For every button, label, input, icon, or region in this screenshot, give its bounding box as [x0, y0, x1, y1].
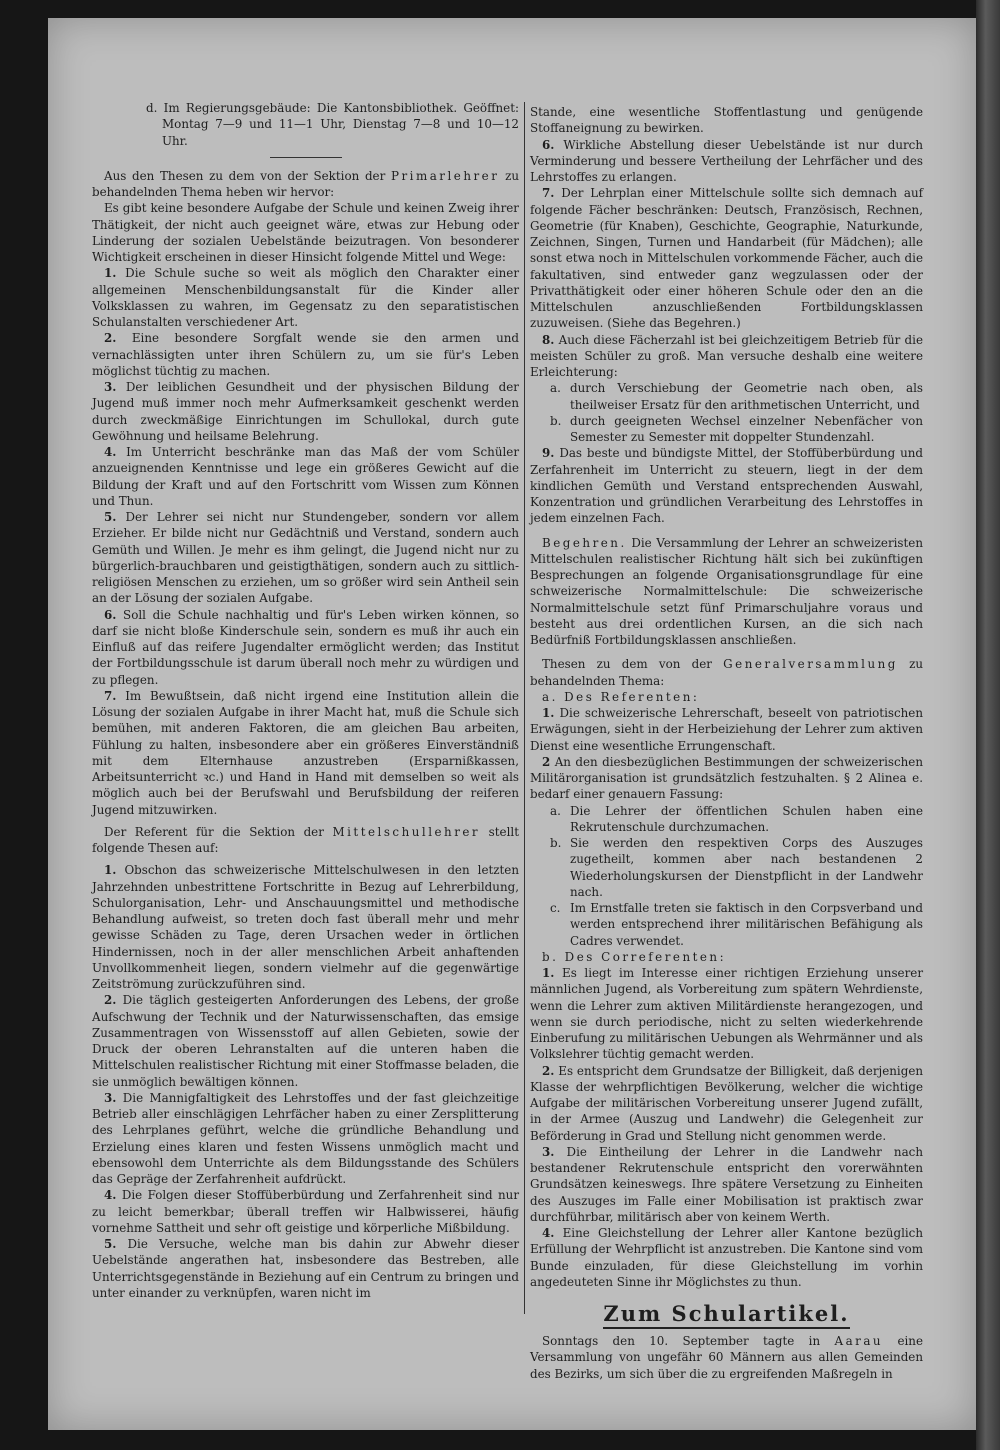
begehren-paragraph: Begehren. Die Versammlung der Lehrer an schweizeristen Mittelschulen realistischer Richtung hält sich bei zukünftigen Besprechungen an folgende Organisationsgrundlage für eine schweizerische Normalmittelschule: Die schweizerische Normalmittelschule setzt fünf Primarschuljahre voraus und besteht aus drei ordentlichen Kursen, an die sich nach Bedürfniß Fortbildungsklassen anschließen. — [530, 535, 924, 647]
primar-thesis: 2. Eine besondere Sorgfalt wende sie den armen und vernachlässigten unter ihren Schülern zu, um sie für's Leben möglichst tüchtig zu machen. — [92, 331, 519, 378]
general-assembly-intro: Thesen zu dem von der Generalversammlung zu behandelnden Thema: — [530, 657, 923, 688]
mittel-thesis: 5. Die Versuche, welche man bis dahin zur Abwehr dieser Uebelstände angerathen hat, insbesondere das Bestreben, alle Unterrichtsgegenstände in Beziehung auf ein Centrum zu bringen und unter einander zu verknüpfen, waren nicht im — [92, 1237, 520, 1300]
primar-thesis: 4. Im Unterricht beschränke man das Maß der vom Schüler anzueignenden Kenntnisse und lege ein größeres Gewicht auf die Bildung der Kraft und auf den Fortschritt vom Wissen zum Können und Thun. — [92, 445, 520, 508]
mittel-thesis: 6. Wirkliche Abstellung dieser Uebelstände ist nur durch Verminderung und bessere Vertheilung der Lehrfächer und des Lehrstoffes zu erlangen. — [530, 137, 924, 184]
primar-theses-list — [92, 265, 519, 818]
correferent-theses-list — [530, 965, 923, 1290]
referent-thesis: 1. Die schweizerische Lehrerschaft, beseelt von patriotischen Erwägungen, sieht in der Herbeiziehung der Lehrer zum aktiven Dienst eine wesentliche Errungenschaft. — [530, 706, 924, 753]
correferent-thesis: 4. Eine Gleichstellung der Lehrer aller Kantone bezüglich Erfüllung der Wehrpflicht ist anzustreben. Die Kantone sind vom Bunde einzuladen, für diese Gleichstellung im vorhin angedeuteten Sinne ihr Möglichstes zu thun. — [530, 1226, 923, 1289]
primar-lead-paragraph: Es gibt keine besondere Aufgabe der Schule und keinen Zweig ihrer Thätigkeit, der nicht auch geeignet wäre, etwas zur Hebung oder Linderung der sozialen Uebelstände beizutragen. Von besonderer Wichtigkeit erscheinen in dieser Hinsicht folgende Mittel und Wege: — [92, 201, 519, 264]
adjacent-page-edge — [976, 0, 1000, 1450]
generalversammlung-term: Generalversammlung — [723, 657, 898, 672]
mittel-thesis: 4. Die Folgen dieser Stoffüberbürdung und Zerfahrenheit sind nur zu leicht bemerkbar; überall treffen wir Halbwisserei, häufig vornehme Sattheit und sehr oft geistige und körperliche Mißbildung. — [92, 1188, 519, 1235]
referent-thesis: 2 An den diesbezüglichen Bestimmungen der schweizerischen Militärorganisation ist grundsätzlich festzuhalten. § 2 Alinea e. bedarf einer genauern Fassung: — [530, 754, 924, 802]
aarau-term: Aarau — [834, 1334, 884, 1348]
referent-subitem: a. Die Lehrer der öffentlichen Schulen haben eine Rekrutenschule durchzumachen. — [550, 803, 923, 834]
right-column — [530, 104, 923, 1382]
referent-theses-list — [530, 705, 923, 803]
mittelschullehrer-term: Mittelschullehrer — [332, 824, 481, 839]
referent-subitem: c. Im Ernstfalle treten sie faktisch in den Corpsverband und werden entsprechend ihrer militärischen Befähigung als Cadres verwendet. — [550, 901, 923, 948]
point8-subitem: b. durch geeigneten Wechsel einzelner Nebenfächer von Semester zu Semester mit doppelter Stundenzahl. — [550, 413, 923, 444]
point8-subitem: a. durch Verschiebung der Geometrie nach oben, als theilweiser Ersatz für den arithmetischen Unterricht, und — [550, 381, 923, 412]
left-column — [92, 100, 519, 1301]
correferent-thesis: 2. Es entspricht dem Grundsatze der Billigkeit, daß derjenigen Klasse der wehrpflichtigen Bevölkerung, welcher die wichtige Aufgabe der militärischen Vorbereitung unserer Jugend zufällt, in der Armee (Auszug und Landwehr) die Gelegenheit zur Beförderung in Grad und Stellung nicht genommen werde. — [530, 1063, 924, 1143]
primar-thesis: 1. Die Schule suche so weit als möglich den Charakter einer allgemeinen Menschenbildungsanstalt für die Kinder aller Volksklassen zu wahren, im Gegensatz zu den separatistischen Schulanstalten verschiedener Art. — [92, 266, 519, 329]
headline-zum-schulartikel: Zum Schulartikel. — [530, 1302, 923, 1329]
mittel-theses-list — [92, 862, 519, 1301]
column-divider — [524, 102, 525, 1314]
thesis-9: 9. Das beste und bündigste Mittel, der Stoffüberbürdung und Zerfahrenheit im Unterricht zu steuern, liegt in der dem kindlichen Gemüth und Verstand entsprechenden Auswahl, Konzentration und gründlichen Verarbeitung des Lehrstoffes in jedem einzelnen Fach. — [530, 446, 923, 526]
mittel-thesis: 1. Obschon das schweizerische Mittelschulwesen in den letzten Jahrzehnden unbestrittene Fortschritte in Bezug auf Lehrerbildung, Schulorganisation, Lehr- und Anschauungsmittel und methodische Behandlung aufweist, so treten doch fast überall mehr und mehr gewisse Schäden zu Tage, deren Ursachen weder in örtlichen Hindernissen, noch in der aller menschlichen Arbeit anhaftenden Unvollkommenheit liegen, sondern vielmehr auf die gegenwärtige Zeitströmung zurückzuführen sind. — [92, 863, 519, 991]
mittel-thesis: 2. Die täglich gesteigerten Anforderungen des Lebens, der große Aufschwung der Technik und der Naturwissenschaften, das emsige Zusammentragen von Wissensstoff auf allen Gebieten, sowie der Druck der oberen Lehranstalten auf die unteren haben die Mittelschulen realistischer Richtung mit einer Stoffmasse beladen, die sie unmöglich bewältigen können. — [92, 993, 519, 1089]
referent-label: a. Des Referenten: — [542, 689, 700, 704]
begehren-label: Begehren. — [542, 535, 627, 550]
referent-subitem: b. Sie werden den respektiven Corps des Auszuges zugetheilt, kommen aber nach bestandenen 2 Wiederholungskursen der Dienstpflicht in der Landwehr nach. — [550, 836, 923, 899]
primar-thesis: 7. Im Bewußtsein, daß nicht irgend eine Institution allein die Lösung der sozialen Aufgabe in ihrer Macht hat, muß die Schule sich bemühen, mit anderen Faktoren, die am gleichen Bau arbeiten, Fühlung zu halten, insbesondere aber ein größeres Einverständniß mit dem Elternhause anzustreben (Ersparnißkassen, Arbeitsunterricht ꝛc.) und Hand in Hand mit demselben so weit als möglich auch bei der Berufswahl und Berufsbildung der reiferen Jugend mitzuwirken. — [92, 688, 520, 817]
primarlehrer-term: Primarlehrer — [390, 168, 500, 183]
correferent-thesis: 1. Es liegt im Interesse einer richtigen Erziehung unserer männlichen Jugend, als Vorbereitung zum spätern Wehrdienste, wenn die Lehrer zum aktiven Militärdienste herangezogen, und wenn sie durch periodische, nicht zu selten wiederkehrende Einberufung zu militärischen Uebungen als Wehrmänner und als Volkslehrer tüchtig gemacht werden. — [530, 966, 923, 1062]
primar-thesis: 5. Der Lehrer sei nicht nur Stundengeber, sondern vor allem Erzieher. Er bilde nicht nur Gedächtniß und Verstand, sondern auch Gemüth und Willen. Je mehr es ihm gelingt, die Jugend nicht nur zu bürgerlich-brauchbaren und geistigthätigen, sondern auch zu sittlich-religiösen Menschen zu erziehen, um so größer wird sein Antheil sein an der Lösung der sozialen Aufgabe. — [92, 510, 520, 606]
library-hours: d. Im Regierungsgebäude: Die Kantonsbibliothek. Geöffnet: Montag 7—9 und 11—1 Uhr, Dienstag 7—8 und 10—12 Uhr. — [146, 101, 519, 148]
mittel-thesis: 3. Die Mannigfaltigkeit des Lehrstoffes und der fast gleichzeitige Betrieb aller einschlägigen Lehrfächer haben zu einer Zersplitterung des Lehrplanes geführt, welche die gründliche Behandlung und Erzielung eines klaren und festen Wissens unmöglich macht und ebensowohl dem Unterrichte als dem Bildungsstande des Schülers das Gepräge der Zerfahrenheit aufdrückt. — [92, 1090, 519, 1186]
referent-sublist — [530, 803, 923, 949]
primar-theses-intro: Aus den Thesen zu dem von der Sektion der Primarlehrer zu behandelnden Thema heben wir hervor: — [92, 168, 519, 199]
primar-thesis: 3. Der leiblichen Gesundheit und der physischen Bildung der Jugend muß immer noch mehr Aufmerksamkeit geschenkt werden durch zweckmäßige Einrichtungen im Schullokal, durch gute Gewöhnung und heilsame Belehrung. — [92, 380, 519, 443]
mittel-thesis: 8. Auch diese Fächerzahl ist bei gleichzeitigem Betrieb für die meisten Schüler zu groß. Man versuche deshalb eine weitere Erleichterung: — [530, 332, 924, 379]
final-paragraph: Sonntags den 10. September tagte in Aarau eine Versammlung von ungefähr 60 Männern aus allen Gemeinden des Bezirks, um sich über die zu ergreifenden Maßregeln in — [530, 1334, 923, 1381]
mittel-thesis: 7. Der Lehrplan einer Mittelschule sollte sich demnach auf folgende Fächer beschränken: Deutsch, Französisch, Rechnen, Geometrie (für Knaben), Geschichte, Geographie, Naturkunde, Zeichnen, Singen, Turnen und Handarbeit (für Mädchen); alle sonst etwa noch in Mittelschulen vorkommende Fächer, auch die fakultativen, sind entweder ganz wegzulassen oder der Privatthätigkeit oder einer höheren Schule oder den an die Mittelschulen anzuschließenden Fortbildungsklassen zuzuweisen. (Siehe das Begehren.) — [530, 186, 924, 331]
mittel-theses-continued — [530, 137, 923, 381]
correferent-label: b. Des Correferenten: — [542, 949, 727, 964]
section-divider — [270, 157, 342, 158]
correferent-thesis: 3. Die Eintheilung der Lehrer in die Landwehr nach bestandener Rekrutenschule entspricht den vorerwähnten Grundsätzen keineswegs. Ihre spätere Versetzung zu Einheiten des Auszuges im Falle einer Mobilisation ist praktisch zwar durchführbar, militärisch aber von keinem Werth. — [530, 1144, 923, 1224]
primar-thesis: 6. Soll die Schule nachhaltig und für's Leben wirken können, so darf sie nicht bloße Kinderschule sein, sondern es muß ihr auch ein Einfluß auf das reifere Jugendalter ermöglicht werden; das Institut der Fortbildungsschule ist darum überall noch mehr zu würdigen und zu pflegen. — [92, 607, 519, 687]
point8-sublist — [530, 380, 923, 445]
mittel-theses-intro: Der Referent für die Sektion der Mittelschullehrer stellt folgende Thesen auf: — [92, 824, 519, 855]
continuation-text: Stande, eine wesentliche Stoffentlastung und genügende Stoffaneignung zu bewirken. — [530, 105, 923, 136]
